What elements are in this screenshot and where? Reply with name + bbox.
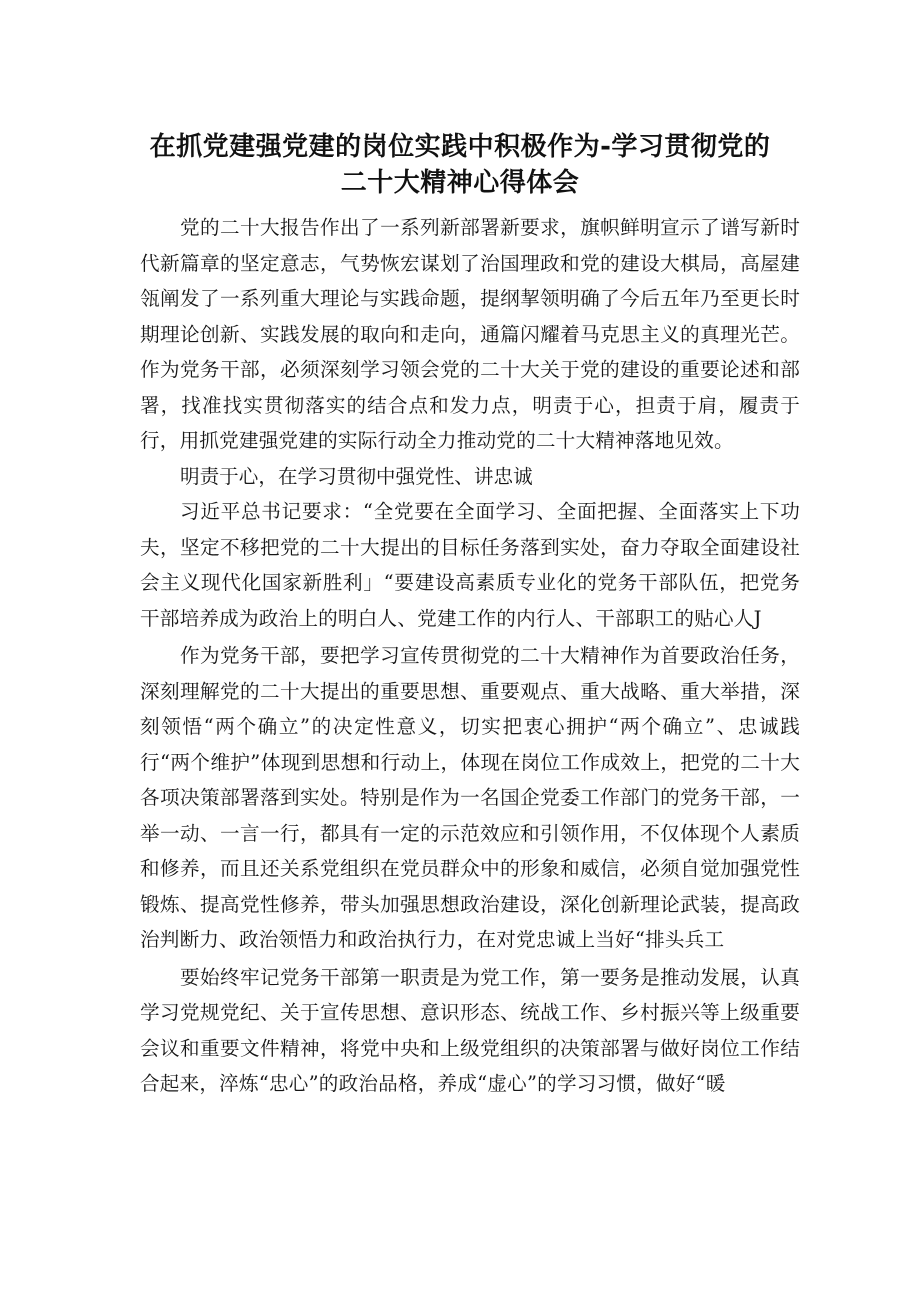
title-line-1: 在抓党建强党建的岗位实践中积极作为-学习贯彻党的 [149, 132, 771, 163]
paragraph-first-duty: 要始终牢记党务干部第一职责是为党工作，第一要务是推动发展，认真学习党规党纪、关于宣传思想、意识形态、统战工作、乡村振兴等上级重要会议和重要文件精神，将党中央和上级党组织的决策部署与做好岗位工作结合起来，淬炼“忠心”的政治品格，养成“虚心”的学习习惯，做好“暖 [140, 965, 800, 1095]
paragraph-party-cadre: 作为党务干部，要把学习宣传贯彻党的二十大精神作为首要政治任务，深刻理解党的二十大提出的重要思想、重要观点、重大战略、重大举措，深刻领悟“两个确立”的决定性意义，切实把衷心拥护“两个确立”、忠诚践行“两个维护”体现到思想和行动上，体现在岗位工作成效上，把党的二十大各项决策部署落到实处。特别是作为一名国企党委工作部门的党务干部，一举一动、一言一行，都具有一定的示范效应和引领作用，不仅体现个人素质和修养，而且还关系党组织在党员群众中的形象和威信，必须自觉加强党性锻炼、提高党性修养，带头加强思想政治建设，深化创新理论武装，提高政治判断力、政治领悟力和政治执行力，在对党忠诚上当好“排头兵工 [140, 644, 800, 951]
document-body [140, 210, 800, 1102]
document-title [120, 129, 800, 201]
paragraph-intro: 党的二十大报告作出了一系列新部署新要求，旗帜鲜明宣示了谱写新时代新篇章的坚定意志，气势恢宏谋划了治国理政和党的建设大棋局，高屋建瓴阐发了一系列重大理论与实践命题，提纲挈领明确了今后五年乃至更长时期理论创新、实践发展的取向和走向，通篇闪耀着马克思主义的真理光芒。作为党务干部，必须深刻学习领会党的二十大关于党的建设的重要论述和部署，找准找实贯彻落实的结合点和发力点，明责于心，担责于肩，履责于行，用抓党建强党建的实际行动全力推动党的二十大精神落地见效。 [140, 216, 800, 452]
paragraph-quote: 习近平总书记要求：“全党要在全面学习、全面把握、全面落实上下功夫，坚定不移把党的二十大提出的目标任务落到实处，奋力夺取全面建设社会主义现代化国家新胜利」“要建设高素质专业化的党务干部队伍，把党务干部培养成为政治上的明白人、党建工作的内行人、干部职工的贴心人J [140, 500, 800, 630]
section-heading-1: 明责于心，在学习贯彻中强党性、讲忠诚 [180, 464, 533, 488]
title-line-2: 二十大精神心得体会 [340, 168, 580, 199]
